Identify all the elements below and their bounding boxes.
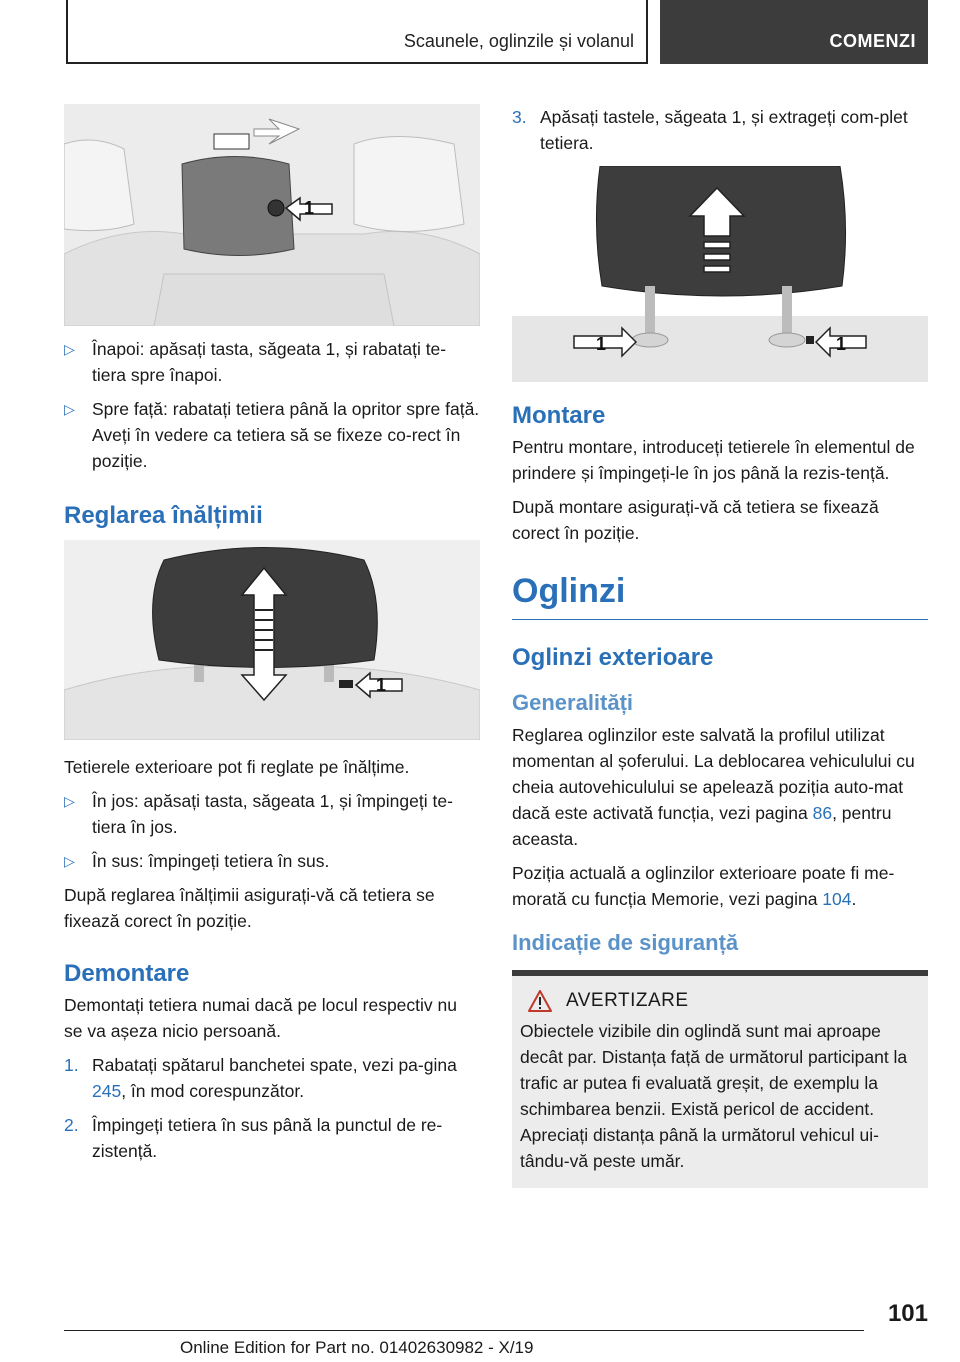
triangle-bullet-icon: ▷ xyxy=(64,341,75,357)
header-chapter-box xyxy=(66,0,648,64)
headrest-height-illustration xyxy=(64,540,480,740)
triangle-bullet-icon: ▷ xyxy=(64,853,75,869)
triangle-bullet-icon: ▷ xyxy=(64,793,75,809)
heading-mirrors: Oglinzi xyxy=(512,572,928,620)
warning-triangle-icon xyxy=(528,990,552,1012)
left-column xyxy=(64,104,480,1172)
list-item: ▷ Înapoi: apăsați tasta, săgeata 1, și rabatați te‐tiera spre înapoi. xyxy=(64,336,480,388)
footer-edition: Online Edition for Part no. 01402630982 - X/19 xyxy=(180,1338,534,1357)
fig2-callout-1: 1 xyxy=(376,675,387,695)
page-link-245[interactable]: 245 xyxy=(92,1081,122,1101)
paragraph: Reglarea oglinzilor este salvată la profilul utilizat momentan al șoferului. La deblocarea vehiculului cu cheia autovehiculului se apelează poziția auto‐mat dacă este activată funcția, vezi pagina 86, pentru aceasta. xyxy=(512,725,915,849)
list-item: ▷ În sus: împingeți tetiera în sus. xyxy=(64,848,480,874)
footer-divider xyxy=(64,1330,864,1331)
heading-exterior-mirrors: Oglinzi exterioare xyxy=(512,644,714,671)
list-item: ▷ Spre față: rabatați tetiera până la opritor spre față. Aveți în vedere ca tetiera să se fixeze co‐rect în poziție. xyxy=(64,396,480,474)
page-number: 101 xyxy=(887,1300,928,1327)
heading-removal: Demontare xyxy=(64,960,190,987)
warning-text: Obiectele vizibile din oglindă sunt mai aproape decât par. Distanța față de următorul participant la trafic ar putea fi evaluată greșit, de exemplu la schimbarea benzii. Există pericol de accident. Apreciați distanța până la următorul vehicul ui‐tându-vă peste umăr. xyxy=(520,1021,908,1171)
paragraph: După montare asigurați-vă că tetiera se fixează corect în poziție. xyxy=(512,497,879,543)
headrest-tilt-illustration xyxy=(64,104,480,326)
paragraph: Demontați tetiera numai dacă pe locul respectiv nu se va așeza nicio persoană. xyxy=(64,995,457,1041)
fig3-callout-1-right: 1 xyxy=(836,334,847,354)
list-item: ▷ În jos: apăsați tasta, săgeata 1, și împingeți te‐tiera în jos. xyxy=(64,788,480,840)
page-link-86[interactable]: 86 xyxy=(812,803,833,823)
triangle-bullet-icon: ▷ xyxy=(64,401,75,417)
warning-title: AVERTIZARE xyxy=(566,990,689,1011)
heading-height-adjust: Reglarea înălțimii xyxy=(64,502,263,529)
chapter-title: Scaunele, oglinzile și volanul xyxy=(403,31,634,51)
paragraph: Pentru montare, introduceți tetierele în elementul de prindere și împingeți-le în jos până la rezis‐tență. xyxy=(512,437,915,483)
paragraph: După reglarea înălțimii asigurați-vă că tetiera se fixează corect în poziție. xyxy=(64,885,435,931)
heading-general: Generalități xyxy=(512,690,634,715)
list-item: 3. Apăsați tastele, săgeata 1, și extrageți com‐plet tetiera. xyxy=(512,107,908,153)
fig3-callout-1-left: 1 xyxy=(596,334,607,354)
page-link-104[interactable]: 104 xyxy=(822,889,852,909)
paragraph: Poziția actuală a oglinzilor exterioare poate fi me‐morată cu funcția Memorie, vezi pagina 104. xyxy=(512,863,895,909)
fig1-callout-1: 1 xyxy=(304,198,315,218)
list-item: 1. Rabatați spătarul banchetei spate, vezi pa‐gina 245, în mod corespunzător. xyxy=(64,1055,457,1101)
list-item: 2. Împingeți tetiera în sus până la punctul de re‐zistență. xyxy=(64,1115,443,1161)
headrest-removal-illustration xyxy=(512,166,928,382)
warning-box xyxy=(512,970,928,1188)
header-section-box xyxy=(660,0,928,64)
section-title: COMENZI xyxy=(829,31,916,51)
paragraph: Tetierele exterioare pot fi reglate pe înălțime. xyxy=(64,757,410,777)
right-column xyxy=(512,104,928,1188)
heading-mounting: Montare xyxy=(512,402,606,429)
heading-safety-note: Indicație de siguranță xyxy=(512,930,739,955)
